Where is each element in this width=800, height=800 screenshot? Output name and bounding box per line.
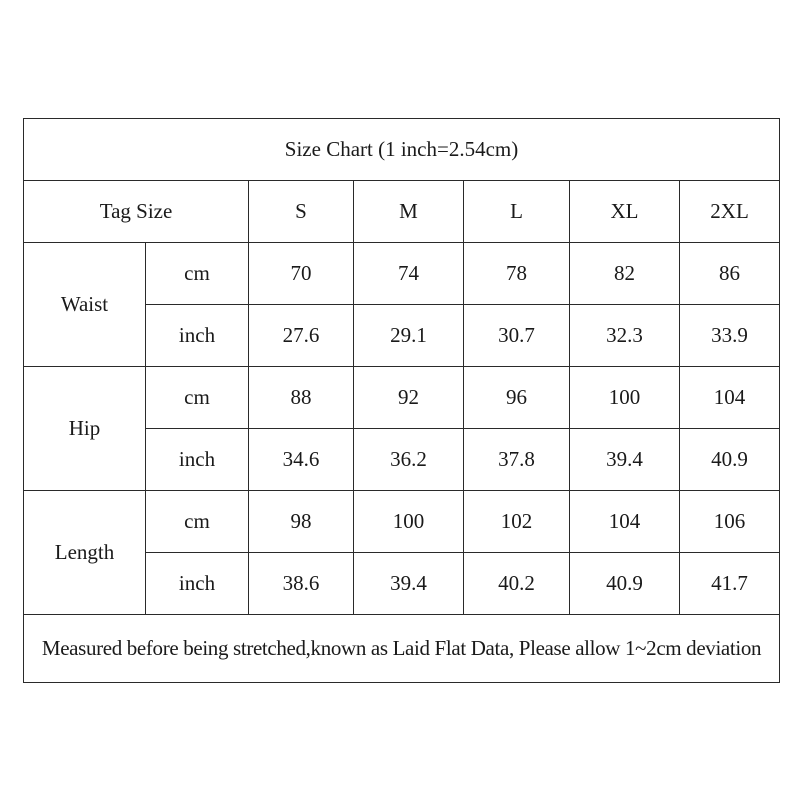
value-cell: 40.2 [464, 553, 570, 615]
value-cell: 100 [354, 491, 464, 553]
value-cell: 104 [680, 367, 780, 429]
unit-label: inch [146, 553, 249, 615]
unit-label: inch [146, 429, 249, 491]
table-row [24, 491, 780, 553]
measure-label-waist: Waist [24, 243, 146, 367]
value-cell: 29.1 [354, 305, 464, 367]
unit-label: inch [146, 305, 249, 367]
measurement-note: Measured before being stretched,known as Laid Flat Data, Please allow 1~2cm deviation [24, 615, 780, 683]
table-row [24, 367, 780, 429]
value-cell: 41.7 [680, 553, 780, 615]
note-row [24, 615, 780, 683]
size-header-2xl: 2XL [680, 181, 780, 243]
value-cell: 33.9 [680, 305, 780, 367]
table-row [24, 243, 780, 305]
chart-title: Size Chart (1 inch=2.54cm) [24, 119, 780, 181]
value-cell: 78 [464, 243, 570, 305]
value-cell: 74 [354, 243, 464, 305]
unit-label: cm [146, 367, 249, 429]
size-chart-table [23, 118, 780, 683]
value-cell: 40.9 [570, 553, 680, 615]
value-cell: 30.7 [464, 305, 570, 367]
value-cell: 37.8 [464, 429, 570, 491]
value-cell: 106 [680, 491, 780, 553]
value-cell: 86 [680, 243, 780, 305]
tag-size-header: Tag Size [24, 181, 249, 243]
value-cell: 88 [249, 367, 354, 429]
value-cell: 100 [570, 367, 680, 429]
value-cell: 98 [249, 491, 354, 553]
value-cell: 104 [570, 491, 680, 553]
size-header-m: M [354, 181, 464, 243]
value-cell: 34.6 [249, 429, 354, 491]
size-header-s: S [249, 181, 354, 243]
unit-label: cm [146, 491, 249, 553]
value-cell: 82 [570, 243, 680, 305]
title-row [24, 119, 780, 181]
value-cell: 92 [354, 367, 464, 429]
value-cell: 27.6 [249, 305, 354, 367]
value-cell: 40.9 [680, 429, 780, 491]
size-header-xl: XL [570, 181, 680, 243]
size-header-l: L [464, 181, 570, 243]
value-cell: 32.3 [570, 305, 680, 367]
value-cell: 96 [464, 367, 570, 429]
value-cell: 70 [249, 243, 354, 305]
measure-label-length: Length [24, 491, 146, 615]
measure-label-hip: Hip [24, 367, 146, 491]
value-cell: 38.6 [249, 553, 354, 615]
size-chart [23, 118, 779, 681]
value-cell: 39.4 [570, 429, 680, 491]
header-row [24, 181, 780, 243]
unit-label: cm [146, 243, 249, 305]
value-cell: 36.2 [354, 429, 464, 491]
value-cell: 102 [464, 491, 570, 553]
value-cell: 39.4 [354, 553, 464, 615]
